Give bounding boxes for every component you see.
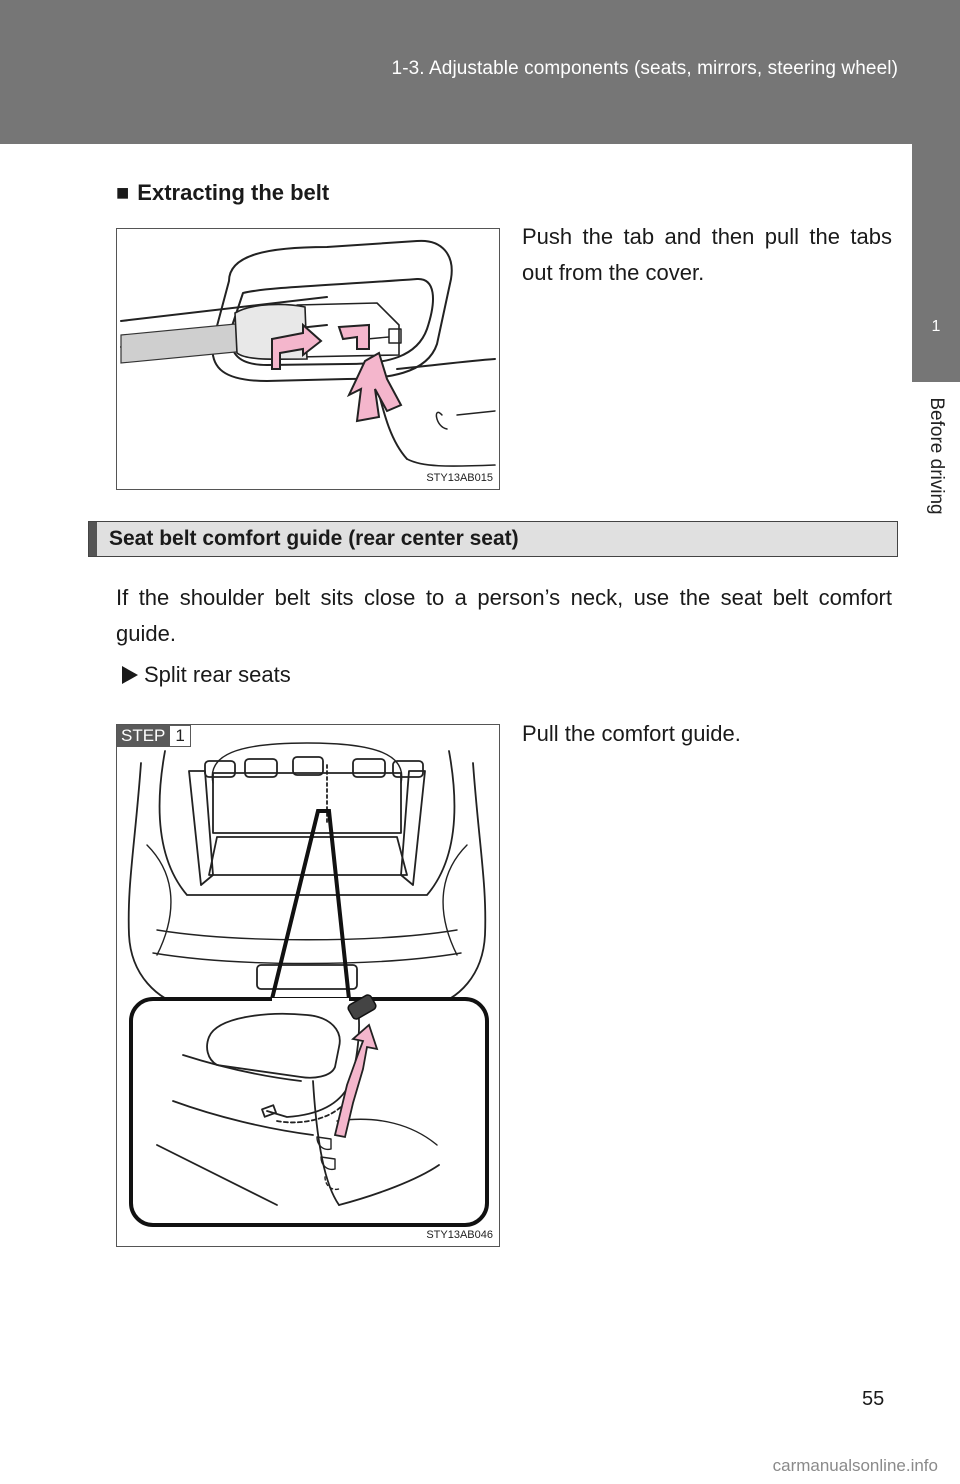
split-seats-bullet [122,662,291,688]
section-heading-mark [89,522,97,556]
extracting-heading [116,180,329,206]
figure-code-2: STY13AB046 [426,1229,493,1241]
extracting-instruction: Push the tab and then pull the tabs out from the cover. [522,224,892,285]
chapter-title: 1-3. Adjustable components (seats, mirrors, steering wheel) [391,58,898,79]
chapter-side-label: Before driving [926,397,947,515]
triangle-bullet-icon [122,666,138,684]
page-number: 55 [862,1388,885,1410]
section-heading-title: Seat belt comfort guide (rear center seat) [109,527,519,550]
step-badge [117,725,191,747]
extracting-heading-text: Extracting the belt [137,180,330,205]
footer-watermark: carmanualsonline.info [772,1456,938,1475]
chapter-number: 1 [931,318,941,335]
belt-cover-illustration [117,229,499,489]
figure-code-1: STY13AB015 [426,472,493,484]
comfort-guide-intro: If the shoulder belt sits close to a person’s neck, use the seat belt comfort guide. [116,585,892,646]
step-number: 1 [169,725,190,747]
chapter-side-tab [912,144,960,382]
heading-square-marker: ■ [116,180,130,205]
section-heading-bar [88,521,898,557]
step-instruction: Pull the comfort guide. [522,721,741,746]
page-header [0,0,960,144]
hatchback-illustration [117,725,499,1246]
comfort-guide-figure [116,724,500,1247]
step-label: STEP [117,725,169,747]
extracting-belt-figure [116,228,500,490]
split-seats-label: Split rear seats [144,662,291,687]
